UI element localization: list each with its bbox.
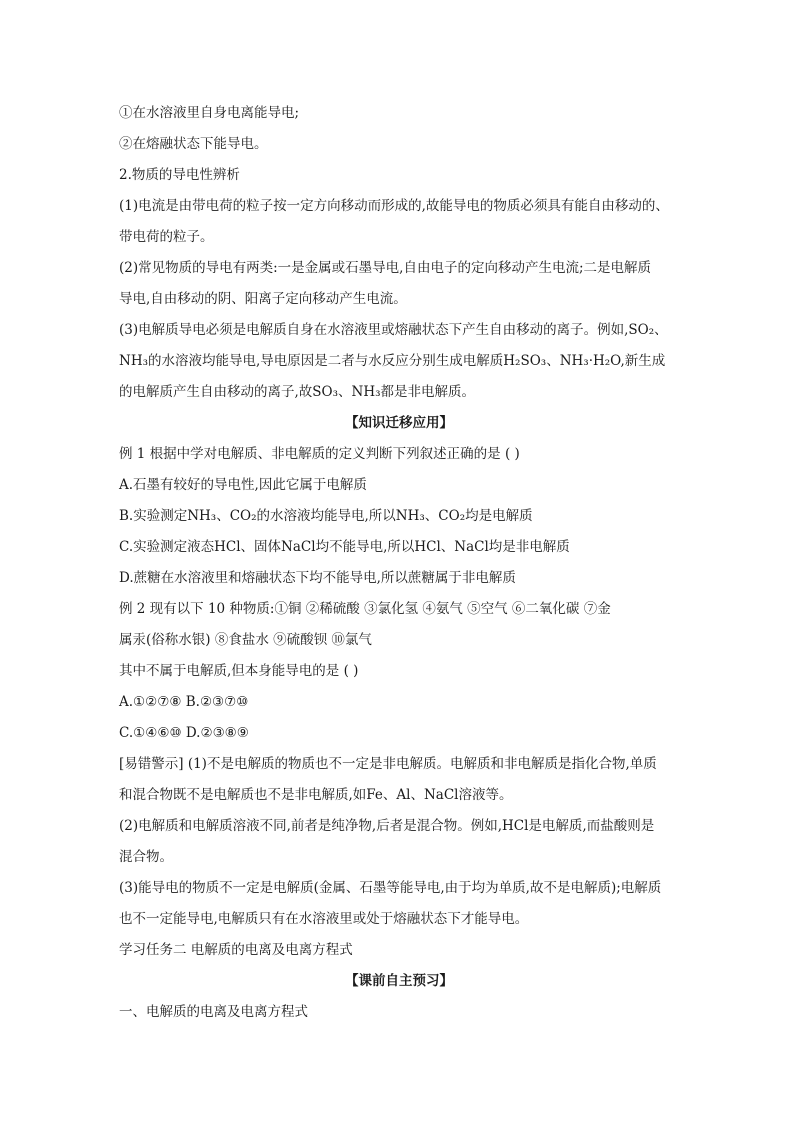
- option-a: A.石墨有较好的导电性,因此它属于电解质: [119, 477, 367, 493]
- text-line: 带电荷的粒子。: [119, 229, 214, 245]
- task-heading: 学习任务二 电解质的电离及电离方程式: [119, 942, 353, 958]
- text-line: ②在熔融状态下能导电。: [119, 136, 268, 152]
- text-line: ①在水溶液里自身电离能导电;: [119, 105, 300, 121]
- section-title: 【课前自主预习】: [345, 973, 453, 989]
- example-question: 例 2 现有以下 10 种物质:①铜 ②稀硫酸 ③氯化氢 ④氨气 ⑤空气 ⑥二氧化碳 ⑦金: [119, 601, 611, 617]
- text-line: (2)常见物质的导电有两类:一是金属或石墨导电,自由电子的定向移动产生电流;二是电解质: [119, 260, 652, 276]
- option-c: C.实验测定液态HCl、固体NaCl均不能导电,所以HCl、NaCl均是非电解质: [119, 539, 570, 555]
- text-line: 和混合物既不是电解质也不是非电解质,如Fe、Al、NaCl溶液等。: [119, 787, 513, 803]
- text-line: NH₃的水溶液均能导电,导电原因是二者与水反应分别生成电解质H₂SO₃、NH₃·H₂O,新生成: [119, 353, 666, 369]
- text-line: 属汞(俗称水银) ⑧食盐水 ⑨硫酸钡 ⑩氯气: [119, 632, 372, 648]
- subsection-heading: 一、电解质的电离及电离方程式: [119, 1004, 308, 1020]
- example-question: 例 1 根据中学对电解质、非电解质的定义判断下列叙述正确的是 ( ): [119, 446, 520, 462]
- text-line: 导电,自由移动的阴、阳离子定向移动产生电流。: [119, 291, 407, 307]
- options-row: C.①④⑥⑩ D.②③⑧⑨: [119, 725, 249, 741]
- section-heading: 2.物质的导电性辨析: [119, 167, 240, 183]
- text-line: (3)电解质导电必须是电解质自身在水溶液里或熔融状态下产生自由移动的离子。例如,SO₂、: [119, 322, 668, 338]
- warning-note: [易错警示] (1)不是电解质的物质也不一定是非电解质。电解质和非电解质是指化合物,单质: [119, 756, 657, 772]
- text-line: (3)能导电的物质不一定是电解质(金属、石墨等能导电,由于均为单质,故不是电解质);电解质: [119, 880, 662, 896]
- text-line: (2)电解质和电解质溶液不同,前者是纯净物,后者是混合物。例如,HCl是电解质,而盐酸则是: [119, 818, 655, 834]
- text-line: 也不一定能导电,电解质只有在水溶液里或处于熔融状态下才能导电。: [119, 911, 529, 927]
- text-line: 其中不属于电解质,但本身能导电的是 ( ): [119, 663, 359, 679]
- options-row: A.①②⑦⑧ B.②③⑦⑩: [119, 694, 249, 710]
- text-line: (1)电流是由带电荷的粒子按一定方向移动而形成的,故能导电的物质必须具有能自由移动的、: [119, 198, 669, 214]
- section-title: 【知识迁移应用】: [345, 415, 453, 431]
- option-d: D.蔗糖在水溶液里和熔融状态下均不能导电,所以蔗糖属于非电解质: [119, 570, 516, 586]
- text-line: 混合物。: [119, 849, 173, 865]
- option-b: B.实验测定NH₃、CO₂的水溶液均能导电,所以NH₃、CO₂均是电解质: [119, 508, 533, 524]
- text-line: 的电解质产生自由移动的离子,故SO₃、NH₃都是非电解质。: [119, 384, 476, 400]
